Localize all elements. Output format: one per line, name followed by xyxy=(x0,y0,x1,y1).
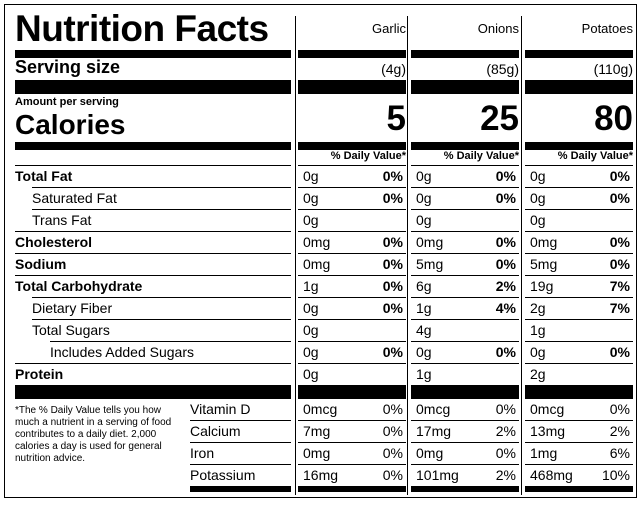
amount-cell: 6g xyxy=(416,278,432,294)
percent-cell: 0% xyxy=(382,423,403,439)
row-line xyxy=(50,341,291,342)
calories-value: 80 xyxy=(594,99,633,138)
amount-cell: 0mg xyxy=(416,445,444,461)
serving-size-label: Serving size xyxy=(15,57,121,77)
row-line xyxy=(32,297,291,298)
nutrient-label: Cholesterol xyxy=(15,234,93,250)
row-line xyxy=(298,319,406,320)
percent-cell: 0% xyxy=(609,168,630,184)
row-line xyxy=(15,275,291,276)
amount-cell: 468mg xyxy=(530,467,573,483)
column-divider xyxy=(295,16,296,495)
protein-rule xyxy=(411,385,519,399)
row-line xyxy=(411,165,519,166)
row-line xyxy=(411,187,519,188)
amount-cell: 0mg xyxy=(303,256,331,272)
amount-cell: 0g xyxy=(530,212,546,228)
daily-value-header: % Daily Value* xyxy=(443,150,519,162)
row-line xyxy=(525,341,633,342)
serving-rule xyxy=(525,80,633,94)
row-line xyxy=(525,420,633,421)
calories-value: 5 xyxy=(386,99,406,138)
amount-cell: 0g xyxy=(303,212,319,228)
calories-rule xyxy=(411,142,519,150)
row-line xyxy=(298,209,406,210)
title-rule xyxy=(411,50,519,58)
amount-cell: 16mg xyxy=(303,467,339,483)
food-name: Potatoes xyxy=(581,21,633,36)
amount-cell: 0g xyxy=(530,190,546,206)
nutrient-label: Total Carbohydrate xyxy=(15,278,143,294)
percent-cell: 0% xyxy=(609,401,630,417)
serving-size-value: (85g) xyxy=(486,61,519,77)
row-line xyxy=(525,165,633,166)
percent-cell: 0% xyxy=(382,344,403,360)
row-line xyxy=(411,209,519,210)
row-line xyxy=(525,209,633,210)
nutrient-label: Total Sugars xyxy=(32,322,110,338)
percent-cell: 0% xyxy=(609,256,630,272)
food-name: Onions xyxy=(477,21,519,36)
amount-cell: 1g xyxy=(530,322,546,338)
row-line xyxy=(298,464,406,465)
percent-cell: 0% xyxy=(382,168,403,184)
percent-cell: 7% xyxy=(609,300,630,316)
bottom-rule xyxy=(298,486,406,492)
percent-cell: 0% xyxy=(382,445,403,461)
footnote-text: *The % Daily Value tells you how much a nutrient in a serving of food contributes to a daily diet. 2,000 calories a day is used for general nutrition advice. xyxy=(15,405,172,464)
row-line xyxy=(525,442,633,443)
percent-cell: 2% xyxy=(609,423,630,439)
row-line xyxy=(298,231,406,232)
amount-cell: 5mg xyxy=(416,256,444,272)
serving-rule xyxy=(298,80,406,94)
nutrient-label: Saturated Fat xyxy=(32,190,117,206)
amount-cell: 0g xyxy=(303,344,319,360)
amount-cell: 0g xyxy=(416,168,432,184)
percent-cell: 6% xyxy=(609,445,630,461)
row-line xyxy=(298,187,406,188)
row-line xyxy=(298,253,406,254)
serving-size-value: (4g) xyxy=(381,61,406,77)
row-line xyxy=(15,253,291,254)
nutrient-label: Protein xyxy=(15,366,64,382)
title-rule xyxy=(525,50,633,58)
serving-size-value: (110g) xyxy=(593,61,633,77)
bottom-rule xyxy=(190,486,291,492)
amount-cell: 0mg xyxy=(303,234,331,250)
amount-cell: 0g xyxy=(303,168,319,184)
percent-cell: 0% xyxy=(382,256,403,272)
serving-rule xyxy=(15,80,291,94)
amount-cell: 0g xyxy=(416,344,432,360)
amount-cell: 0mg xyxy=(530,234,558,250)
amount-cell: 0g xyxy=(530,344,546,360)
amount-cell: 1g xyxy=(416,366,432,382)
amount-cell: 0g xyxy=(416,190,432,206)
column-divider xyxy=(407,16,408,495)
serving-rule xyxy=(411,80,519,94)
nutrient-label: Sodium xyxy=(15,256,67,272)
amount-cell: 0g xyxy=(303,366,319,382)
percent-cell: 2% xyxy=(495,423,516,439)
row-line xyxy=(525,319,633,320)
column-divider xyxy=(521,16,522,495)
calories-label: Calories xyxy=(15,109,126,140)
percent-cell: 0% xyxy=(382,278,403,294)
protein-rule xyxy=(15,385,291,399)
row-line xyxy=(298,420,406,421)
amount-cell: 0mcg xyxy=(303,401,338,417)
amount-cell: 0g xyxy=(530,168,546,184)
vitamin-label: Potassium xyxy=(190,467,256,483)
percent-cell: 0% xyxy=(495,445,516,461)
row-line xyxy=(525,231,633,232)
percent-cell: 10% xyxy=(601,467,630,483)
vitamin-label: Iron xyxy=(190,445,215,461)
amount-cell: 2g xyxy=(530,300,546,316)
calories-rule xyxy=(15,142,291,150)
percent-cell: 0% xyxy=(609,234,630,250)
row-line xyxy=(411,319,519,320)
row-line xyxy=(15,231,291,232)
row-line xyxy=(298,341,406,342)
amount-cell: 0mg xyxy=(416,234,444,250)
title-rule xyxy=(298,50,406,58)
amount-cell: 17mg xyxy=(416,423,452,439)
amount-cell: 13mg xyxy=(530,423,566,439)
percent-cell: 0% xyxy=(495,344,516,360)
percent-cell: 0% xyxy=(495,168,516,184)
row-line xyxy=(32,209,291,210)
row-line xyxy=(411,253,519,254)
row-line xyxy=(525,187,633,188)
row-line xyxy=(525,253,633,254)
row-line xyxy=(190,464,291,465)
percent-cell: 0% xyxy=(382,190,403,206)
percent-cell: 0% xyxy=(382,234,403,250)
amount-cell: 7mg xyxy=(303,423,331,439)
nutrient-label: Dietary Fiber xyxy=(32,300,113,316)
bottom-rule xyxy=(411,486,519,492)
percent-cell: 0% xyxy=(495,190,516,206)
amount-cell: 19g xyxy=(530,278,554,294)
calories-value: 25 xyxy=(480,99,519,138)
amount-cell: 0mg xyxy=(303,445,331,461)
percent-cell: 0% xyxy=(382,467,403,483)
row-line xyxy=(298,297,406,298)
row-line xyxy=(298,363,406,364)
row-line xyxy=(15,363,291,364)
bottom-rule xyxy=(525,486,633,492)
row-line xyxy=(411,297,519,298)
food-name: Garlic xyxy=(372,21,406,36)
row-line xyxy=(298,275,406,276)
percent-cell: 2% xyxy=(495,278,516,294)
nutrient-label: Trans Fat xyxy=(32,212,92,228)
row-line xyxy=(411,464,519,465)
percent-cell: 2% xyxy=(495,467,516,483)
row-line xyxy=(525,275,633,276)
amount-cell: 0mcg xyxy=(530,401,565,417)
row-line xyxy=(411,231,519,232)
amount-cell: 101mg xyxy=(416,467,459,483)
row-line xyxy=(525,297,633,298)
protein-rule xyxy=(525,385,633,399)
row-line xyxy=(411,341,519,342)
amount-cell: 5mg xyxy=(530,256,558,272)
amount-cell: 2g xyxy=(530,366,546,382)
daily-value-header: % Daily Value* xyxy=(557,150,633,162)
amount-cell: 1mg xyxy=(530,445,558,461)
percent-cell: 7% xyxy=(609,278,630,294)
nutrient-label: Total Fat xyxy=(15,168,73,184)
row-line xyxy=(525,464,633,465)
row-line xyxy=(525,363,633,364)
percent-cell: 0% xyxy=(609,344,630,360)
amount-cell: 1g xyxy=(303,278,319,294)
row-line xyxy=(15,165,291,166)
amount-cell: 0g xyxy=(303,300,319,316)
label-title: Nutrition Facts xyxy=(15,8,269,49)
amount-cell: 0g xyxy=(303,190,319,206)
row-line xyxy=(190,442,291,443)
percent-cell: 0% xyxy=(495,256,516,272)
vitamin-label: Vitamin D xyxy=(190,401,251,417)
amount-cell: 0g xyxy=(416,212,432,228)
vitamin-label: Calcium xyxy=(190,423,241,439)
amount-cell: 0g xyxy=(303,322,319,338)
nutrient-label: Includes Added Sugars xyxy=(50,344,194,360)
row-line xyxy=(298,442,406,443)
row-line xyxy=(32,187,291,188)
row-line xyxy=(411,275,519,276)
amount-cell: 4g xyxy=(416,322,432,338)
row-line xyxy=(411,363,519,364)
percent-cell: 0% xyxy=(382,401,403,417)
row-line xyxy=(32,319,291,320)
amount-cell: 0mcg xyxy=(416,401,451,417)
calories-rule xyxy=(525,142,633,150)
percent-cell: 4% xyxy=(495,300,516,316)
daily-value-header: % Daily Value* xyxy=(330,150,406,162)
calories-rule xyxy=(298,142,406,150)
row-line xyxy=(298,165,406,166)
nutrition-facts-label xyxy=(4,4,637,498)
percent-cell: 0% xyxy=(609,190,630,206)
row-line xyxy=(190,420,291,421)
amount-cell: 1g xyxy=(416,300,432,316)
percent-cell: 0% xyxy=(495,234,516,250)
row-line xyxy=(411,420,519,421)
protein-rule xyxy=(298,385,406,399)
percent-cell: 0% xyxy=(495,401,516,417)
percent-cell: 0% xyxy=(382,300,403,316)
row-line xyxy=(411,442,519,443)
amount-per-serving: Amount per serving xyxy=(15,96,119,108)
